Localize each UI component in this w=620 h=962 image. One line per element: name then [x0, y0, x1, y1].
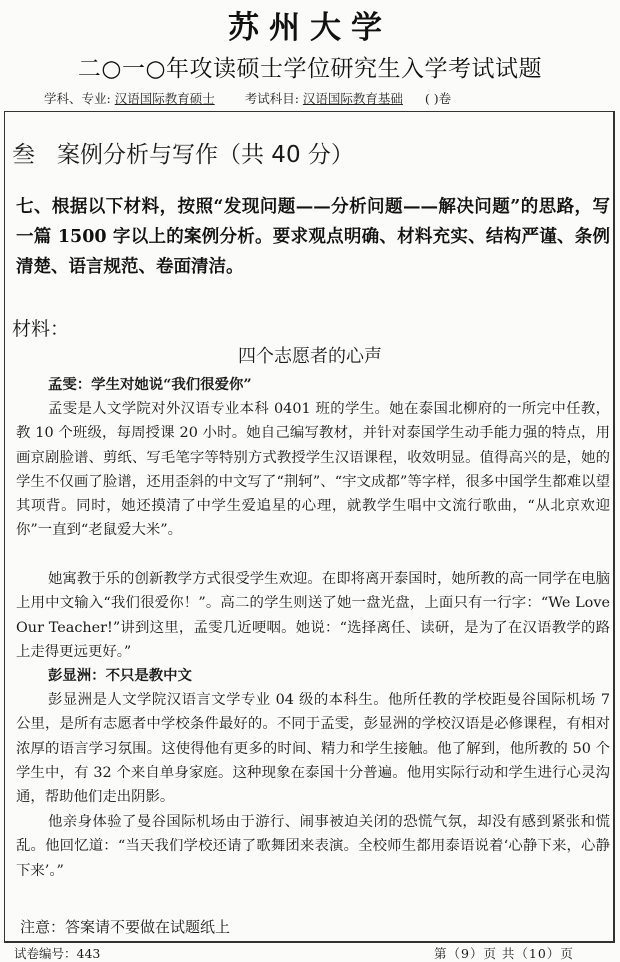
university-title: 苏州大学 [228, 10, 392, 46]
paragraph-meng-wen-2: 她寓教于乐的创新教学方式很受学生欢迎。在即将离开泰国时，她所教的高一同学在电脑上用中文输入“我们很爱你！”。高二的学生则送了她一盘光盘，上面只有一行字：“We Love Our Teacher!”讲到这里，孟雯几近哽咽。她说：“选择离任、读研，是为了在汉语教学的路上走得更远更好。” [16, 571, 610, 660]
paragraph-peng-xianzhou-1: 彭显洲是人文学院汉语言文学专业 04 级的本科生。他所任教的学校距曼谷国际机场 7 公里，是所有志愿者中学校条件最好的。不同于孟雯，彭显洲的学校汉语是必修课程，有相对浓厚的语言学习氛围。这使得他有更多的时间、精力和学生接触。他了解到，他所教的 50 个学生中，有 32 个来自单身家庭。这种现象在泰国十分普遍。他用实际行动和学生进行心灵沟通，帮助他们走出阴影。 [16, 692, 610, 806]
section-title: 案例分析与写作（共 40 分） [57, 142, 354, 168]
subheading-meng-wen: 孟雯：学生对她说“我们很爱你” [48, 376, 252, 393]
major-value: 汉语国际教育硕士 [114, 91, 215, 106]
paragraph-meng-wen-1: 孟雯是人文学院对外汉语专业本科 0401 班的学生。她在泰国北柳府的一所完中任教，教 10 个班级，每周授课 20 小时。她自己编写教材，并针对泰国学生动手能力强的特点，用画京剧脸谱、剪纸、写毛笔字等特别方式教授学生汉语课程，收效明显。值得高兴的是，她的学生不仅画了脸谱，还用歪斜的中文写了“荆轲”、“宇文成都”等字样，很多中国学生都难以望其项背。同时，她还摸清了中学生爱追星的心理，就教学生唱中文流行歌曲，“从北京欢迎你”一直到“老鼠爱大米”。 [16, 401, 610, 539]
section-heading [12, 136, 354, 169]
subheading-peng-xianzhou: 彭显洲：不只是教中文 [48, 667, 192, 684]
paragraph-peng-xianzhou-2: 他亲身体验了曼谷国际机场由于游行、闹事被迫关闭的恐慌气氛，却没有感到紧张和慌乱。他回忆道：“当天我们学校还请了歌舞团来表演。全校师生都用泰语说着‘心静下来，心静下来’。” [16, 814, 610, 879]
subject-label: 考试科目: [244, 91, 299, 106]
subject-value: 汉语国际教育基础 [302, 91, 403, 106]
major-label: 学科、专业: [44, 91, 111, 106]
section-number: 叁 [12, 142, 35, 168]
article-title: 四个志愿者的心声 [238, 346, 382, 367]
paper-suffix: ( )卷 [424, 91, 452, 106]
material-label: 材料： [12, 318, 70, 340]
exam-title: 二○一○年攻读硕士学位研究生入学考试试题 [77, 56, 543, 82]
paper-code: 试卷编号：443 [14, 946, 101, 961]
answer-note: 注意：答案请不要做在试题纸上 [20, 918, 231, 936]
question-text: 七、根据以下材料，按照“发现问题——分析问题——解决问题”的思路，写一篇 1500 字以上的案例分析。要求观点明确、材料充实、结构严谨、条例清楚、语言规范、卷面清洁。 [16, 197, 610, 277]
page-indicator: 第（9）页 共（10）页 [434, 946, 574, 961]
exam-meta-line [44, 89, 451, 107]
